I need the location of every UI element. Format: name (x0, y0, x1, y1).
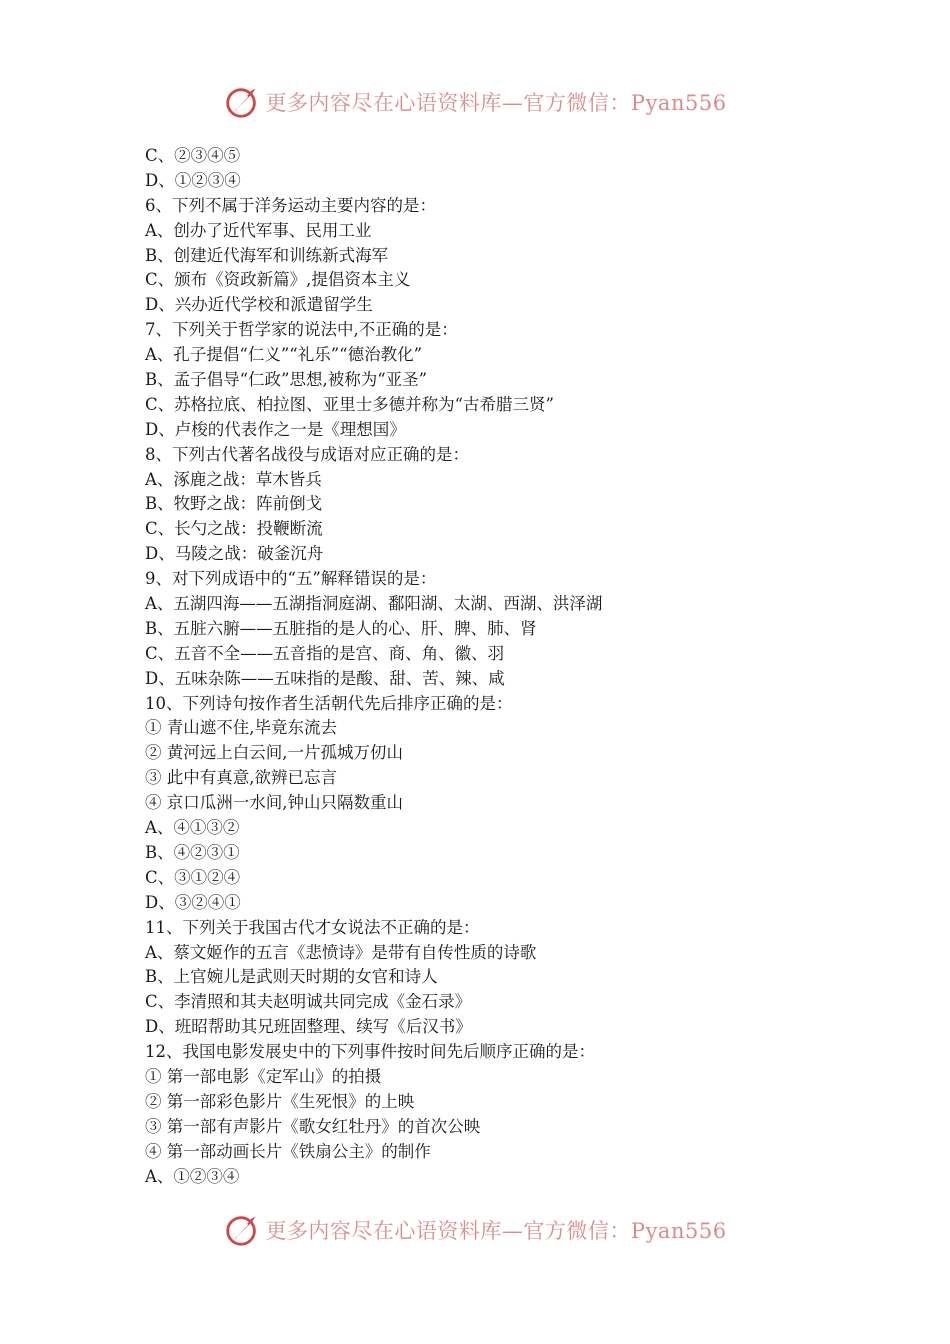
text-line: D、兴办近代学校和派遣留学生 (145, 295, 373, 315)
text-line: C、长勺之战：投鞭断流 (145, 519, 323, 539)
text-line: 10、下列诗句按作者生活朝代先后排序正确的是： (145, 693, 513, 713)
text-line: A、④①③② (145, 818, 240, 838)
header-banner-text: 更多内容尽在心语资料库—官方微信：Pyan556 (265, 91, 727, 115)
text-line: B、孟子倡导“仁政”思想,被称为“亚圣” (145, 370, 428, 390)
text-line: C、②③④⑤ (145, 146, 241, 165)
text-line: ① 青山遮不住,毕竟东流去 (145, 718, 337, 738)
text-line: A、蔡文姬作的五言《悲愤诗》是带有自传性质的诗歌 (145, 942, 537, 962)
text-line: C、③①②④ (145, 867, 241, 887)
text-line: D、③②④① (145, 892, 241, 912)
text-line: 7、下列关于哲学家的说法中,不正确的是： (145, 320, 458, 340)
quill-logo-icon (223, 1211, 261, 1249)
header-banner-inner (223, 83, 726, 121)
text-line: A、孔子提倡“仁义”“礼乐”“德治教化” (145, 345, 423, 365)
text-line: ④ 京口瓜洲一水间,钟山只隔数重山 (145, 793, 403, 813)
text-line: A、①②③④ (145, 1166, 240, 1186)
text-line: C、五音不全——五音指的是宫、商、角、徽、羽 (145, 643, 505, 663)
text-line: D、五味杂陈——五味指的是酸、甜、苦、辣、咸 (145, 668, 505, 688)
text-line: ① 第一部电影《定军山》的拍摄 (145, 1066, 382, 1086)
header-banner (0, 80, 950, 124)
text-line: A、涿鹿之战：草木皆兵 (145, 469, 322, 489)
text-line: 9、对下列成语中的“五”解释错误的是： (145, 569, 437, 589)
text-line: ④ 第一部动画长片《铁扇公主》的制作 (145, 1141, 431, 1161)
text-line: B、牧野之战：阵前倒戈 (145, 494, 323, 514)
text-line: B、④②③① (145, 842, 240, 862)
text-line: B、五脏六腑——五脏指的是人的心、肝、脾、肺、肾 (145, 618, 537, 638)
quill-logo-icon (223, 83, 261, 121)
text-line: 6、下列不属于洋务运动主要内容的是： (145, 195, 436, 215)
text-line: ③ 第一部有声影片《歌女红牡丹》的首次公映 (145, 1116, 481, 1136)
document-body (145, 144, 905, 1189)
text-line: ② 第一部彩色影片《生死恨》的上映 (145, 1091, 415, 1111)
text-line: C、颁布《资政新篇》,提倡资本主义 (145, 270, 411, 290)
text-line: B、上官婉儿是武则天时期的女官和诗人 (145, 967, 438, 987)
footer-banner-inner (223, 1211, 726, 1249)
text-line: ③ 此中有真意,欲辨已忘言 (145, 768, 337, 788)
text-line: B、创建近代海军和训练新式海军 (145, 245, 389, 265)
text-line: A、五湖四海——五湖指洞庭湖、鄱阳湖、太湖、西湖、洪泽湖 (145, 594, 603, 614)
text-line: 12、我国电影发展史中的下列事件按时间先后顺序正确的是： (145, 1042, 595, 1062)
footer-banner (0, 1208, 950, 1252)
text-line: 8、下列古代著名战役与成语对应正确的是： (145, 444, 469, 464)
text-line: D、马陵之战：破釜沉舟 (145, 544, 324, 564)
text-line: D、班昭帮助其兄班固整理、续写《后汉书》 (145, 1017, 472, 1037)
text-line: C、苏格拉底、柏拉图、亚里士多德并称为“古希腊三贤” (145, 394, 554, 414)
text-line: A、创办了近代军事、民用工业 (145, 220, 372, 240)
text-line: 11、下列关于我国古代才女说法不正确的是： (145, 917, 480, 937)
footer-banner-text: 更多内容尽在心语资料库—官方微信：Pyan556 (265, 1219, 727, 1243)
text-line: C、李清照和其夫赵明诚共同完成《金石录》 (145, 992, 472, 1012)
text-line: ② 黄河远上白云间,一片孤城万仞山 (145, 743, 403, 763)
text-line: D、卢梭的代表作之一是《理想国》 (145, 419, 406, 439)
text-line: D、①②③④ (145, 170, 241, 190)
